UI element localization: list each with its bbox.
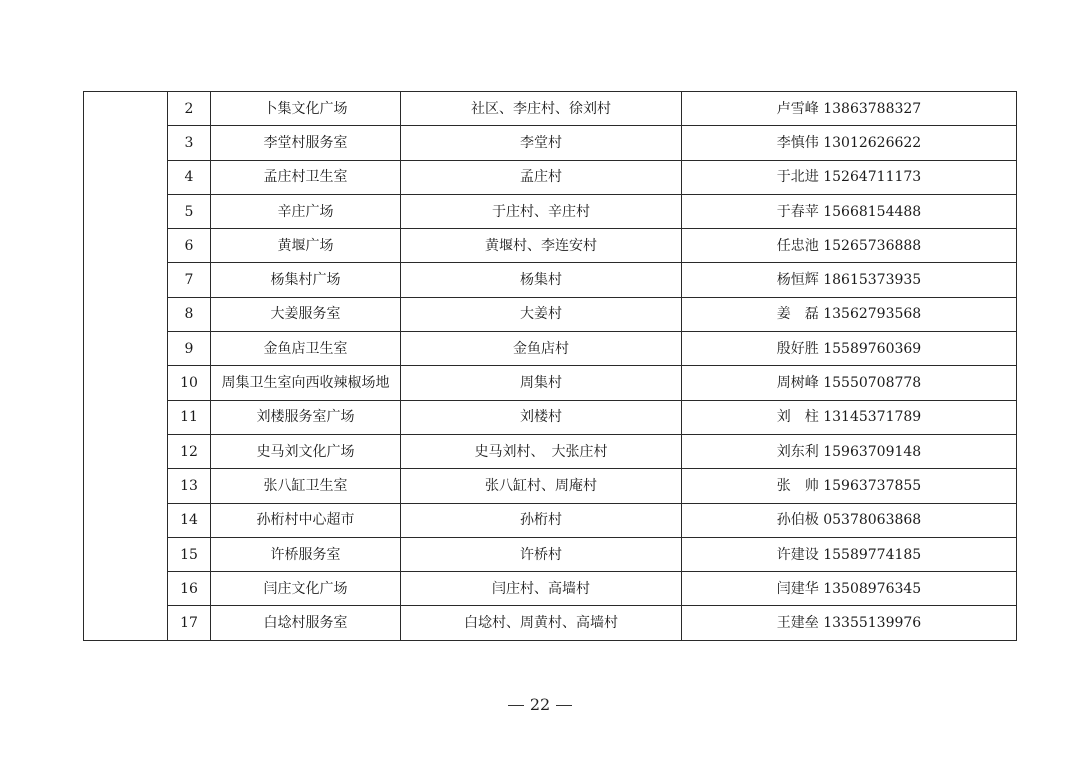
contact-table xyxy=(83,91,1017,641)
area-cell: 史马刘村、 大张庄村 xyxy=(401,434,682,468)
row-number-cell: 16 xyxy=(168,572,211,606)
table-row xyxy=(84,126,1017,160)
table-row xyxy=(84,469,1017,503)
table-row xyxy=(84,194,1017,228)
area-cell: 黄堰村、李连安村 xyxy=(401,229,682,263)
page-number xyxy=(0,695,1080,714)
left-dash xyxy=(508,705,524,706)
area-cell: 刘楼村 xyxy=(401,400,682,434)
contact-table-body xyxy=(84,92,1017,641)
place-cell: 白埝村服务室 xyxy=(211,606,401,640)
row-number-cell: 7 xyxy=(168,263,211,297)
row-number-cell: 6 xyxy=(168,229,211,263)
contact-cell: 刘东利 15963709148 xyxy=(682,434,1017,468)
contact-cell: 周树峰 15550708778 xyxy=(682,366,1017,400)
area-cell: 白埝村、周黄村、高墙村 xyxy=(401,606,682,640)
row-number-cell: 10 xyxy=(168,366,211,400)
contact-cell: 孙伯极 05378063868 xyxy=(682,503,1017,537)
area-cell: 孙桁村 xyxy=(401,503,682,537)
place-cell: 卜集文化广场 xyxy=(211,92,401,126)
page-number-text: 22 xyxy=(529,695,551,714)
area-cell: 社区、李庄村、徐刘村 xyxy=(401,92,682,126)
table-row xyxy=(84,160,1017,194)
row-number-cell: 11 xyxy=(168,400,211,434)
area-cell: 许桥村 xyxy=(401,537,682,571)
area-cell: 金鱼店村 xyxy=(401,332,682,366)
contact-cell: 杨恒辉 18615373935 xyxy=(682,263,1017,297)
row-number-cell: 4 xyxy=(168,160,211,194)
table-row xyxy=(84,332,1017,366)
row-number-cell: 12 xyxy=(168,434,211,468)
area-cell: 大姜村 xyxy=(401,297,682,331)
place-cell: 辛庄广场 xyxy=(211,194,401,228)
table-row xyxy=(84,434,1017,468)
place-cell: 大姜服务室 xyxy=(211,297,401,331)
area-cell: 于庄村、辛庄村 xyxy=(401,194,682,228)
table-row xyxy=(84,297,1017,331)
contact-cell: 任忠池 15265736888 xyxy=(682,229,1017,263)
area-cell: 周集村 xyxy=(401,366,682,400)
table-row xyxy=(84,92,1017,126)
contact-cell: 姜 磊 13562793568 xyxy=(682,297,1017,331)
row-number-cell: 17 xyxy=(168,606,211,640)
row-number-cell: 8 xyxy=(168,297,211,331)
contact-cell: 刘 柱 13145371789 xyxy=(682,400,1017,434)
contact-cell: 于北进 15264711173 xyxy=(682,160,1017,194)
place-cell: 史马刘文化广场 xyxy=(211,434,401,468)
row-number-cell: 15 xyxy=(168,537,211,571)
table-row xyxy=(84,366,1017,400)
table-row xyxy=(84,606,1017,640)
place-cell: 孙桁村中心超市 xyxy=(211,503,401,537)
table-row xyxy=(84,263,1017,297)
right-dash xyxy=(556,705,572,706)
area-cell: 杨集村 xyxy=(401,263,682,297)
row-number-cell: 3 xyxy=(168,126,211,160)
table-row xyxy=(84,400,1017,434)
place-cell: 刘楼服务室广场 xyxy=(211,400,401,434)
table-row xyxy=(84,503,1017,537)
contact-cell: 卢雪峰 13863788327 xyxy=(682,92,1017,126)
place-cell: 闫庄文化广场 xyxy=(211,572,401,606)
group-cell xyxy=(84,92,168,641)
row-number-cell: 14 xyxy=(168,503,211,537)
contact-cell: 于春苹 15668154488 xyxy=(682,194,1017,228)
table-row xyxy=(84,229,1017,263)
area-cell: 孟庄村 xyxy=(401,160,682,194)
place-cell: 金鱼店卫生室 xyxy=(211,332,401,366)
area-cell: 闫庄村、高墙村 xyxy=(401,572,682,606)
row-number-cell: 5 xyxy=(168,194,211,228)
place-cell: 杨集村广场 xyxy=(211,263,401,297)
place-cell: 孟庄村卫生室 xyxy=(211,160,401,194)
row-number-cell: 2 xyxy=(168,92,211,126)
contact-cell: 殷好胜 15589760369 xyxy=(682,332,1017,366)
contact-cell: 张 帅 15963737855 xyxy=(682,469,1017,503)
place-cell: 黄堰广场 xyxy=(211,229,401,263)
row-number-cell: 13 xyxy=(168,469,211,503)
place-cell: 许桥服务室 xyxy=(211,537,401,571)
contact-cell: 李慎伟 13012626622 xyxy=(682,126,1017,160)
row-number-cell: 9 xyxy=(168,332,211,366)
place-cell: 李堂村服务室 xyxy=(211,126,401,160)
contact-cell: 闫建华 13508976345 xyxy=(682,572,1017,606)
area-cell: 李堂村 xyxy=(401,126,682,160)
area-cell: 张八缸村、周庵村 xyxy=(401,469,682,503)
table-row xyxy=(84,537,1017,571)
place-cell: 张八缸卫生室 xyxy=(211,469,401,503)
table-row xyxy=(84,572,1017,606)
contact-cell: 许建设 15589774185 xyxy=(682,537,1017,571)
place-cell: 周集卫生室向西收辣椒场地 xyxy=(211,366,401,400)
contact-cell: 王建垒 13355139976 xyxy=(682,606,1017,640)
